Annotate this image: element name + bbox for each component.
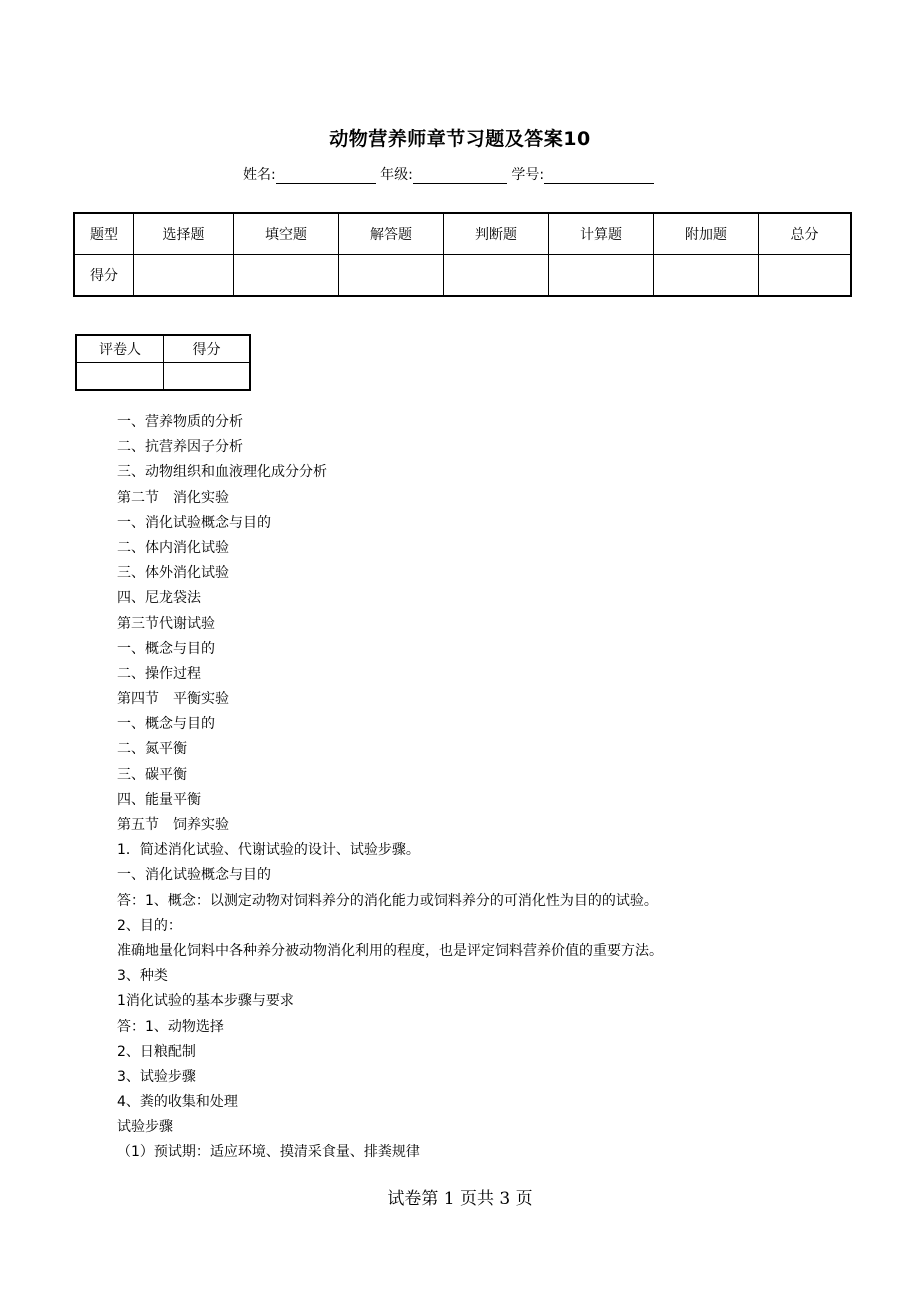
grader-table — [75, 334, 251, 391]
grader-label: 评卷人 — [76, 335, 164, 363]
score-cell[interactable] — [759, 255, 852, 297]
score-header-cell: 题型 — [74, 213, 134, 255]
score-cell[interactable] — [654, 255, 759, 297]
question-line: 1．简述消化试验、代谢试验的设计、试验步骤。 — [117, 842, 420, 859]
score-header-cell: 选择题 — [134, 213, 234, 255]
section-heading: 第五节 饲养实验 — [117, 817, 229, 833]
content-line: 3、种类 — [117, 968, 168, 985]
grader-input-row — [76, 363, 250, 391]
content-line: 一、营养物质的分析 — [117, 414, 243, 430]
score-cell[interactable] — [339, 255, 444, 297]
student-info-line — [243, 164, 654, 184]
content-line: 试验步骤 — [117, 1119, 173, 1136]
content-line: 2、目的： — [117, 917, 182, 934]
content-line: 4、粪的收集和处理 — [117, 1094, 238, 1111]
score-cell[interactable] — [234, 255, 339, 297]
score-header-cell: 填空题 — [234, 213, 339, 255]
score-cell[interactable] — [134, 255, 234, 297]
grader-name-cell[interactable] — [76, 363, 164, 391]
grade-label: 年级: — [380, 167, 413, 183]
score-cell[interactable] — [444, 255, 549, 297]
score-header-cell: 解答题 — [339, 213, 444, 255]
content-line: 3、试验步骤 — [117, 1068, 196, 1085]
name-label: 姓名: — [243, 167, 276, 183]
score-header-cell: 附加题 — [654, 213, 759, 255]
content-line: 四、尼龙袋法 — [117, 590, 201, 607]
score-cell[interactable] — [549, 255, 654, 297]
content-line: 三、体外消化试验 — [117, 565, 229, 582]
grader-header-row — [76, 335, 250, 363]
grader-score-cell[interactable] — [164, 363, 251, 391]
score-header-cell: 判断题 — [444, 213, 549, 255]
grade-blank[interactable] — [413, 168, 507, 184]
answer-line: 答：1、概念：以测定动物对饲料养分的消化能力或饲料养分的可消化性为目的的试验。 — [117, 892, 658, 909]
section-heading: 第四节 平衡实验 — [117, 691, 229, 708]
content-line: 二、体内消化试验 — [117, 539, 229, 556]
answer-line: 答：1、动物选择 — [117, 1018, 224, 1035]
content-line: 准确地量化饲料中各种养分被动物消化利用的程度，也是评定饲料营养价值的重要方法。 — [117, 942, 663, 959]
score-row-label: 得分 — [74, 255, 134, 297]
content-line: 二、抗营养因子分析 — [117, 439, 243, 456]
content-line: 三、动物组织和血液理化成分分析 — [117, 464, 327, 481]
content-line: 一、消化试验概念与目的 — [117, 514, 271, 531]
name-blank[interactable] — [276, 168, 376, 184]
section-heading: 第二节 消化实验 — [117, 489, 229, 506]
content-line: 1消化试验的基本步骤与要求 — [117, 993, 294, 1010]
content-line: （1）预试期：适应环境、摸清采食量、排粪规律 — [117, 1144, 420, 1161]
score-table-score-row — [74, 255, 851, 297]
score-header-cell: 计算题 — [549, 213, 654, 255]
content-line: 2、日粮配制 — [117, 1043, 196, 1060]
content-line: 一、概念与目的 — [117, 716, 215, 733]
exam-content — [117, 410, 877, 1166]
content-line: 一、概念与目的 — [117, 640, 215, 657]
content-line: 三、碳平衡 — [117, 766, 187, 783]
content-line: 二、操作过程 — [117, 665, 201, 682]
section-heading: 第三节代谢试验 — [117, 615, 215, 632]
score-table-header-row — [74, 213, 851, 255]
student-id-label: 学号: — [511, 167, 545, 183]
student-id-blank[interactable] — [544, 168, 654, 184]
content-line: 一、消化试验概念与目的 — [117, 867, 271, 884]
grader-score-label: 得分 — [164, 335, 251, 363]
content-line: 四、能量平衡 — [117, 791, 201, 808]
content-line: 二、氮平衡 — [117, 741, 187, 758]
page-title: 动物营养师章节习题及答案10 — [329, 128, 591, 150]
score-table — [73, 212, 852, 297]
page-footer: 试卷第 1 页共 3 页 — [387, 1189, 533, 1209]
score-header-cell: 总分 — [759, 213, 852, 255]
